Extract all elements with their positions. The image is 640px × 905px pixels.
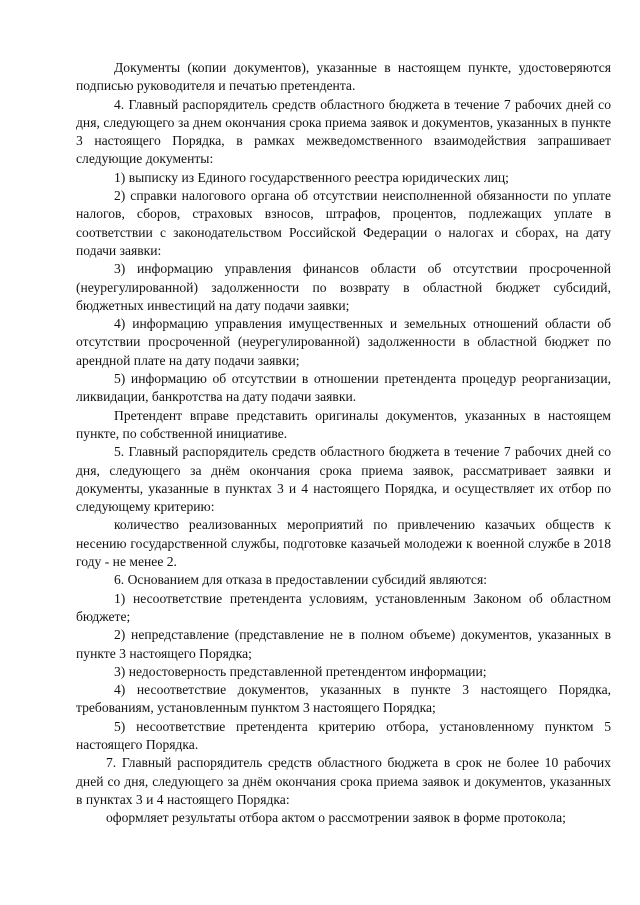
paragraph-item-4-2: 2) справки налогового органа об отсутствии неисполненной обязанности по уплате налогов, сборов, страховых взносов, штрафов, процентов, подлежащих уплате в соответствии с законодательством Российской Федерации о налогах и сборах, на дату подачи заявки: <box>76 188 611 258</box>
paragraph-item-4-5: 5) информацию об отсутствии в отношении претендента процедур реорганизации, ликвидации, банкротства на дату подачи заявки. <box>76 371 611 405</box>
paragraph-item-6-1: 1) несоответствие претендента условиям, установленным Законом об областном бюджете; <box>76 590 611 624</box>
paragraph-item-4-4: 4) информацию управления имущественных и земельных отношений области об отсутствии просроченной (неурегулированной) задолженности в областной бюджет по арендной плате на дату подачи заявки; <box>76 316 611 368</box>
paragraph-item-5-criterion: количество реализованных мероприятий по привлечению казачьих обществ к несению государственной службы, подготовке казачьей молодежи к военной службе в 2018 году - не менее 2. <box>76 517 611 570</box>
paragraph-item-4-1: 1) выписку из Единого государственного реестра юридических лиц; <box>114 169 509 185</box>
paragraph-item-7: 7. Главный распорядитель средств областного бюджета в срок не более 10 рабочих дней со дня, следующего за днём окончания срока приема заявок и документов, указанных в пунктах 3 и 4 настоящего Порядка: <box>76 755 611 807</box>
paragraph-item-4: 4. Главный распорядитель средств областного бюджета в течение 7 рабочих дней со дня, следующего за днем окончания срока приема заявок и документов, указанных в пункте 3 настоящего Порядка, в рамках межведомственного взаимодействия запрашивает следующие документы: <box>76 96 611 167</box>
paragraph-item-6-3: 3) недостоверность представленной претендентом информации; <box>114 663 487 679</box>
paragraph-item-6-5: 5) несоответствие претендента критерию отбора, установленному пунктом 5 настоящего Порядка. <box>76 718 611 752</box>
paragraph-item-5: 5. Главный распорядитель средств областного бюджета в течение 7 рабочих дней со дня, следующего за днём окончания срока приема заявок, рассматривает заявки и документы, указанные в пунктах 3 и 4 настоящего Порядка, и осуществляет их отбор по следующему критерию: <box>76 444 611 515</box>
paragraph-item-6-2: 2) непредставление (представление не в полном объеме) документов, указанных в пункте 3 настоящего Порядка; <box>76 627 611 661</box>
paragraph-item-7-protocol: оформляет результаты отбора актом о рассмотрении заявок в форме протокола; <box>106 810 566 826</box>
paragraph-item-4-3: 3) информацию управления финансов области об отсутствии просроченной (неурегулированной) задолженности по возврату в областной бюджет субсидий, бюджетных инвестиций на дату подачи заявки; <box>76 261 611 313</box>
paragraph-item-6-4: 4) несоответствие документов, указанных в пункте 3 настоящего Порядка, требованиям, установленным пунктом 3 настоящего Порядка; <box>76 682 611 716</box>
paragraph-documents-certification: Документы (копии документов), указанные в настоящем пункте, удостоверяются подписью руководителя и печатью претендента. <box>76 60 611 94</box>
paragraph-item-6: 6. Основанием для отказа в предоставлении субсидий являются: <box>114 572 487 588</box>
paragraph-originals-right: Претендент вправе представить оригиналы документов, указанных в настоящем пункте, по собственной инициативе. <box>76 407 611 441</box>
